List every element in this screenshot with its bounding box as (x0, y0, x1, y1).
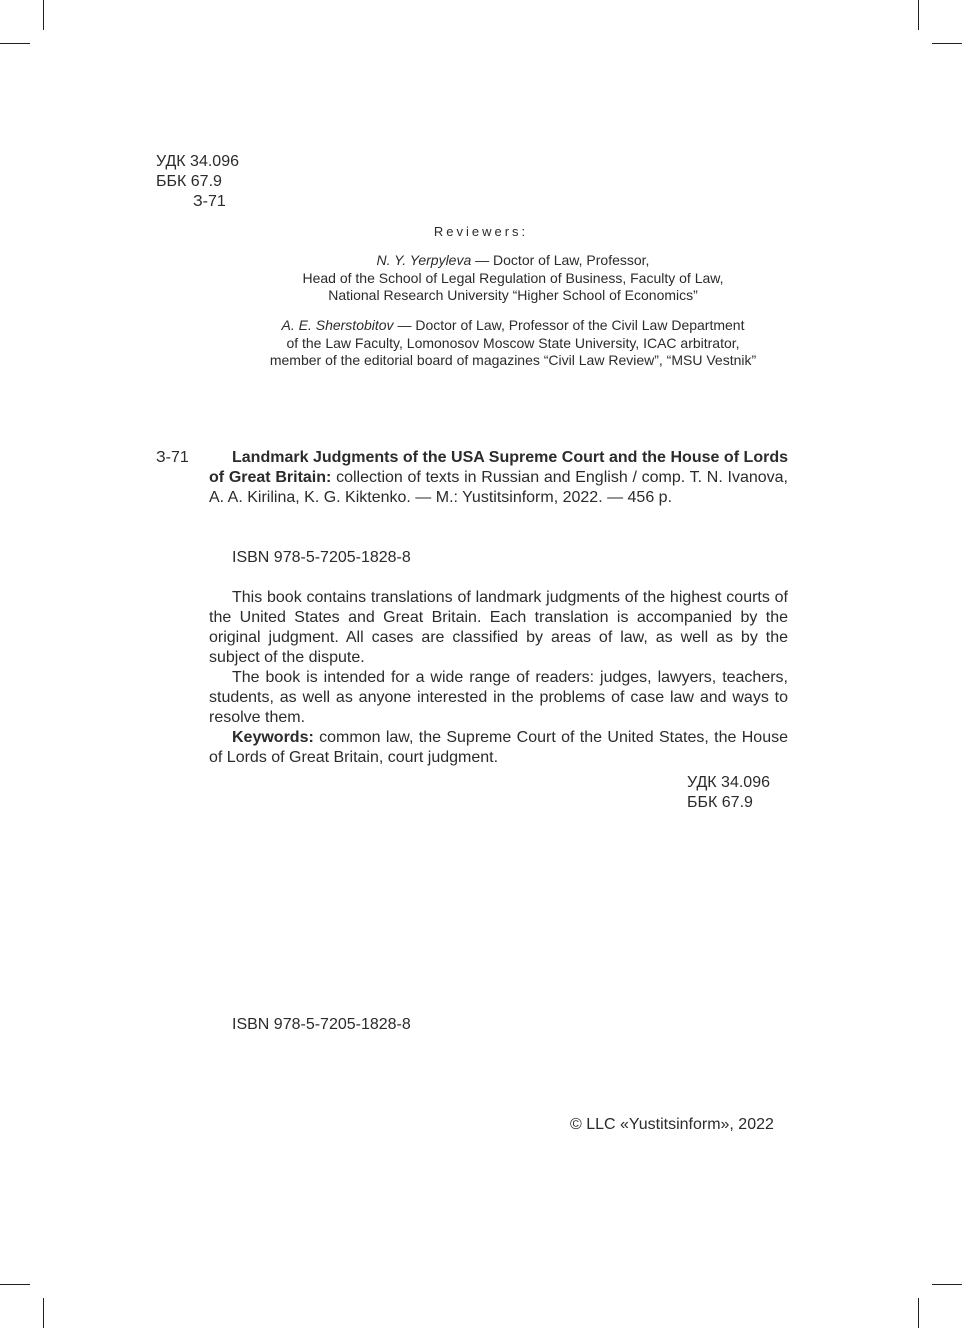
bbk-code: ББК 67.9 (687, 794, 753, 811)
isbn-bottom: ISBN 978-5-7205-1828-8 (232, 1016, 411, 1033)
book-title: Landmark Judgments of the USA Supreme Court and the House of Lords of Great Britain: (209, 449, 788, 486)
crop-mark (43, 0, 44, 30)
bbk-code: ББК 67.9 (156, 173, 222, 190)
abstract-paragraph: This book contains translations of landmark judgments of the highest courts of the United States and Great Britain. Each translation is accompanied by the original judgment. All cases are classified by areas of law, as well as by the subject of the dispute. (209, 589, 788, 666)
bibliographic-entry: Landmark Judgments of the USA Supreme Court and the House of Lords of Great Britain: collection of texts in Russian and English / comp. T. N. Ivanova, A. A. Kirilina, K. G. Kiktenko. — M.: Yustitsinform, 2022. — 456 p. (209, 449, 788, 506)
reviewer-name: A. E. Sherstobitov (281, 317, 394, 333)
abstract-paragraph: The book is intended for a wide range of readers: judges, lawyers, teachers, students, as well as anyone interested in the problems of case law and ways to resolve them. (209, 669, 788, 726)
author-mark: З-71 (193, 193, 226, 210)
udk-code: УДК 34.096 (156, 153, 239, 170)
copyright: © LLC «Yustitsinform», 2022 (570, 1116, 774, 1133)
crop-mark (0, 43, 30, 44)
crop-mark (43, 1298, 44, 1328)
crop-mark (918, 1298, 919, 1328)
isbn: ISBN 978-5-7205-1828-8 (232, 549, 411, 566)
classification-codes-right (687, 773, 770, 813)
reviewer-2: A. E. Sherstobitov — Doctor of Law, Professor of the Civil Law Department of the Law Faculty, Lomonosov Moscow State University, ICAC arbitrator, member of the editorial board of magazines “Civil Law Review”, “MSU Vestnik” (269, 317, 757, 368)
keywords-paragraph: Keywords: common law, the Supreme Court of the United States, the House of Lords of Great Britain, court judgment. (209, 729, 788, 766)
abstract (209, 588, 788, 768)
crop-mark (0, 1284, 30, 1285)
classification-codes (156, 152, 239, 212)
crop-mark (918, 0, 919, 30)
keywords-label: Keywords: (232, 729, 314, 746)
biblio-author-mark: З-71 (156, 449, 189, 466)
reviewer-name: N. Y. Yerpyleva (376, 252, 472, 268)
udk-code: УДК 34.096 (687, 774, 770, 791)
crop-mark (932, 43, 962, 44)
reviewer-1: N. Y. Yerpyleva — Doctor of Law, Professor, Head of the School of Legal Regulation of Business, Faculty of Law, National Research University “Higher School of Economics” (302, 252, 724, 303)
crop-mark (932, 1284, 962, 1285)
reviewers-heading: Reviewers: (433, 224, 529, 239)
